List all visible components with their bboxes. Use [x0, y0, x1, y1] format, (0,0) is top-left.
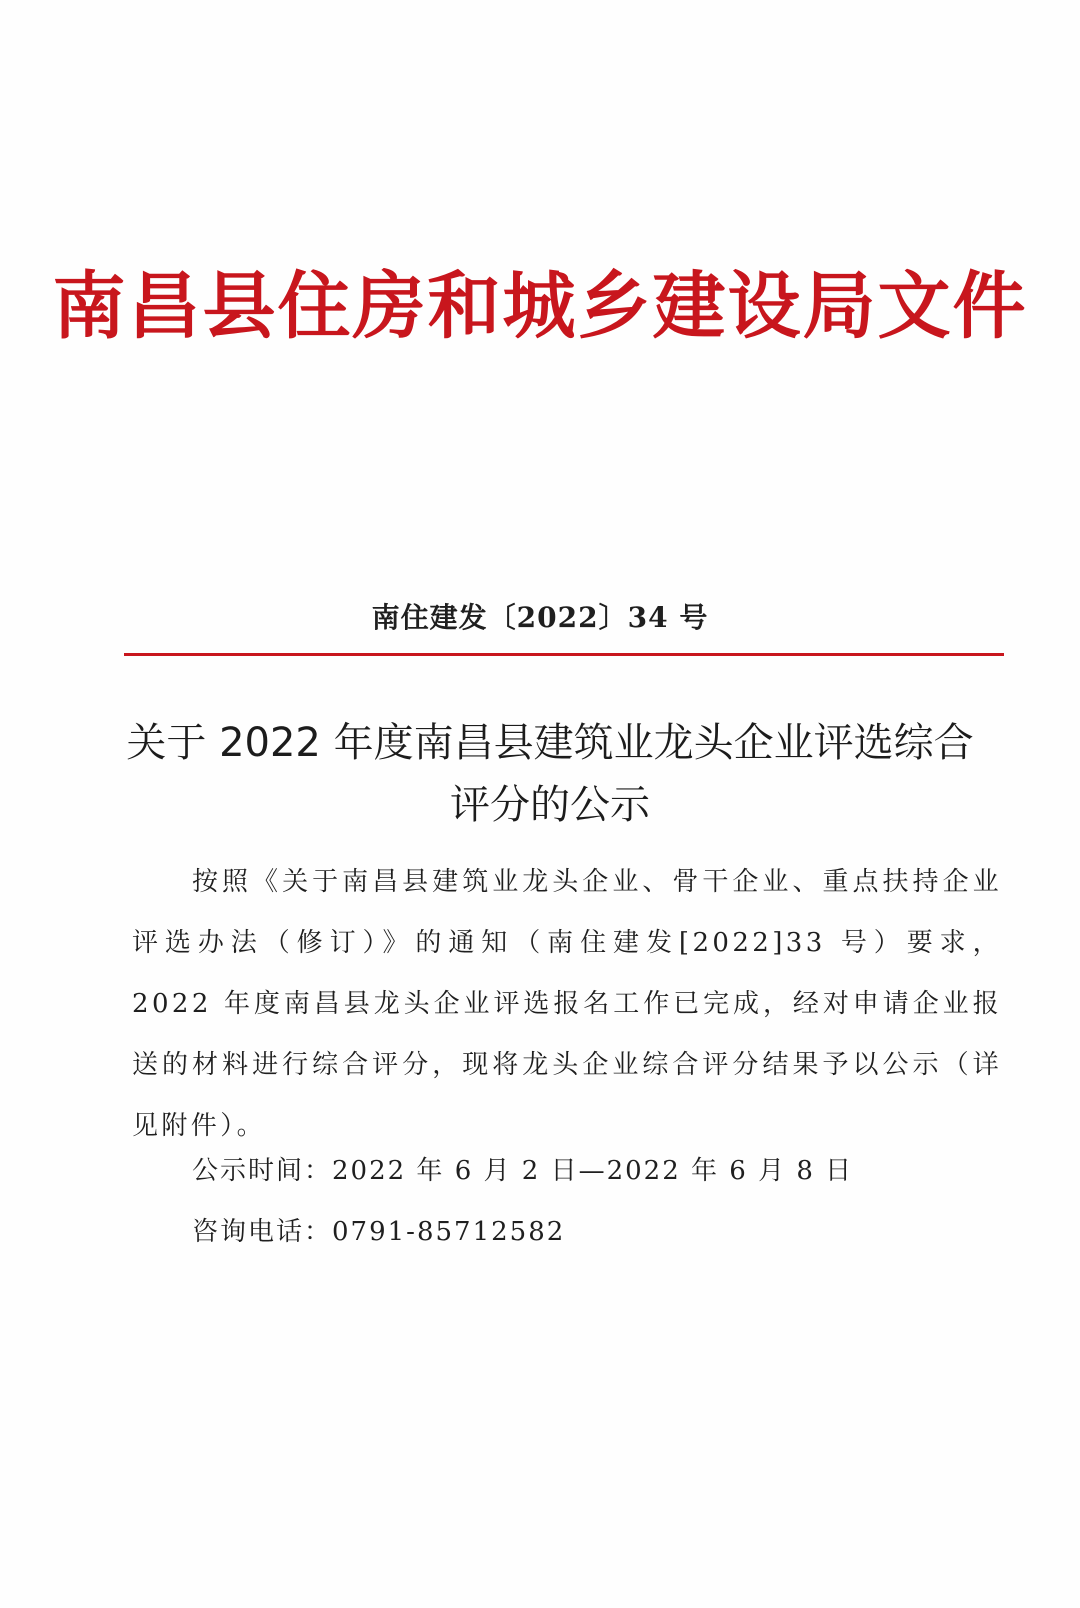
document-title [100, 712, 1000, 836]
title-line-2: 评分的公示 [450, 782, 650, 828]
issuer-header: 南昌县住房和城乡建设局文件 [52, 264, 1028, 349]
title-line-1: 关于 2022 年度南昌县建筑业龙头企业评选综合 [126, 720, 974, 766]
document-number: 南住建发〔2022〕34 号 [371, 601, 709, 634]
publicity-period: 公示时间：2022 年 6 月 2 日—2022 年 6 月 8 日 [192, 1156, 854, 1186]
body-paragraph: 按照《关于南昌县建筑业龙头企业、骨干企业、重点扶持企业评选办法（修订）》的通知（南住建发[2022]33 号）要求，2022 年度南昌县龙头企业评选报名工作已完成，经对申请企业报送的材料进行综合评分，现将龙头企业综合评分结果予以公示（详见附件）。 [132, 867, 1002, 1141]
red-divider-rule [124, 653, 1004, 656]
consult-phone: 咨询电话：0791-85712582 [192, 1217, 566, 1247]
